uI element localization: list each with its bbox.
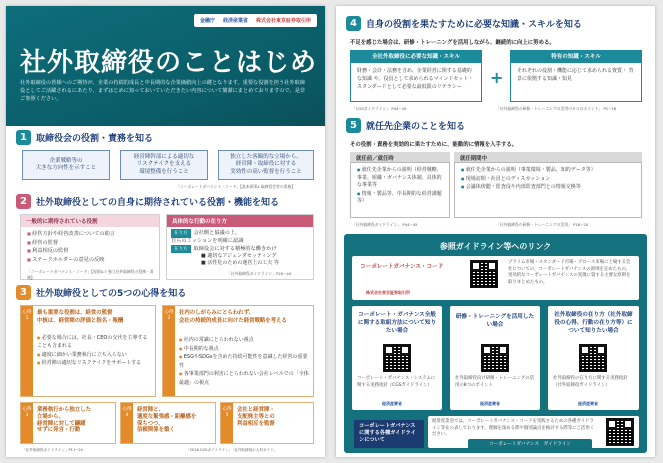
cgc-title[interactable]: コーポレートガバナンス・コード bbox=[360, 264, 444, 270]
logo-fsa: 金融庁 bbox=[199, 18, 215, 24]
box-heading: 一般的に期待されている役割 bbox=[21, 215, 159, 227]
kokoroe-4 bbox=[120, 402, 216, 444]
footer-note-2: 「2018 CGSガイドライン」「社外取締役の人材ガイド」 bbox=[186, 448, 278, 452]
list-item: ■ 経営方針や経営改善についての助言 bbox=[27, 230, 153, 239]
role-card-2: 経営陣幹部による適切な リスクテイクを支える 環境整備を行うこと bbox=[120, 150, 208, 180]
role-card-1: 企業戦略等の 大きな方向性を示すこと bbox=[22, 150, 110, 180]
general-role-box bbox=[20, 214, 160, 280]
role-card-3: 独立した客観的な立場から、 経営陣・取締役に対する 実効性の高い監督を行うこと bbox=[218, 150, 314, 180]
tag: 在り方 bbox=[171, 229, 191, 238]
section-title: 就任先企業のことを知る bbox=[366, 122, 466, 132]
list-item: ■ 活性化のための運営上の工夫 等 bbox=[201, 260, 279, 266]
section-3-header bbox=[16, 285, 186, 300]
general-role-list bbox=[21, 227, 159, 267]
kokoroe-text: 業務執行から独立した 立場から、 経営陣に対して躊躇 せずに発言・行動 bbox=[37, 407, 91, 434]
cgc-org: 株式会社東京証券取引所 bbox=[366, 290, 410, 295]
list-item: ● ESGやSDGsを含めた持続可能性を意識した経営の重要性 bbox=[179, 353, 309, 370]
box-note: 「社外取締役ガイドライン」P20~40 bbox=[227, 271, 292, 276]
section-4-lead: 不足を感じた場合は、研修・トレーニングを活用しながら、継続的に向上に努める。 bbox=[350, 40, 555, 46]
kokoroe-label: 心得 1 bbox=[21, 306, 33, 396]
kokoroe-text: 会社と経営陣・ 支配株主等との 利益相反を監督 bbox=[237, 407, 275, 427]
box-note: 「コーポレートガバナンス・コード」【原則4-7 独立社外取締役の役割・責務】 bbox=[27, 269, 154, 280]
during-term-list bbox=[454, 162, 642, 218]
guidelines-label: コーポレートガバナンスに関する各種ガイドラインについて bbox=[354, 420, 424, 448]
kokoroe-label: 心得 5 bbox=[221, 403, 233, 443]
list-item: ● 就任先企業からの説明（経営戦略、事業、組織・ガバナンス体制、具体的な事業等 bbox=[357, 166, 443, 190]
section-title: 取締役会の役割・責務を知る bbox=[36, 134, 154, 144]
section-1-header bbox=[16, 130, 153, 145]
kokoroe-text: 社内のしがらみにとらわれず、 会社の持続的成長に向けた経営戦略を考える bbox=[179, 310, 287, 324]
section-number: 3 bbox=[16, 285, 31, 300]
outside-director-link-card[interactable] bbox=[548, 306, 639, 410]
list-item: ■ 経営の監督 bbox=[27, 239, 153, 248]
card-title[interactable]: 研修・トレーニングを活用したい場合 bbox=[455, 314, 535, 328]
qr-code-icon[interactable] bbox=[579, 344, 607, 372]
list-item: ● 社内の常識にとらわれない視点 bbox=[179, 336, 309, 345]
meti-label: 経済産業省 bbox=[382, 401, 402, 406]
reference-links-panel bbox=[344, 234, 647, 453]
skill-box-2-body: それぞれの役割・機能に応じて求められる資質・ 背景に依拠する知識・知見 bbox=[510, 62, 642, 102]
section-2-header bbox=[16, 194, 279, 209]
logo-jpx: 株式会社東京証券取引所 bbox=[255, 18, 311, 24]
section-5-header bbox=[346, 118, 465, 133]
list-item: ● 就任先企業からの説明（事業環境・製品、知的データ等） bbox=[461, 166, 635, 175]
section-1-note: 「コーポレートガバナンス・コード」【基本原則4 取締役会等の責務】 bbox=[176, 184, 296, 189]
list-item: ● 各事業部門の利害にとらわれない会社レベルでの「全体最適」の視点 bbox=[179, 370, 309, 387]
action-row-text: 取締役会に対する積極的な働きかけ bbox=[193, 246, 277, 252]
list-item: ● 会議体傍聴・監査役や内部監査部門との情報交換等 bbox=[461, 183, 635, 192]
meti-label: 経済産業省 bbox=[480, 401, 500, 406]
concrete-action-box bbox=[166, 214, 314, 280]
qr-code-icon[interactable] bbox=[470, 260, 498, 288]
section-title: 自身の役割を果たすために必要な知識・スキルを知る bbox=[366, 20, 582, 30]
action-row-1 bbox=[171, 229, 243, 245]
footer-note-1: 「社外取締役ガイドライン」P11~24 bbox=[22, 448, 83, 452]
skill-box-1-body: 財務・会計・法務を含め、企業経営に関する基礎的な知識 や、役員として求められるマインドセット・スタンダードとして必要な最低限のリテラシー bbox=[350, 62, 482, 102]
before-appointment-list bbox=[350, 162, 450, 218]
list-item: ● 適度に細かい業務執行に立ち入らない bbox=[37, 351, 151, 360]
right-page bbox=[336, 6, 655, 457]
card-title[interactable]: コーポレート・ガバナンス全般に関する取組方法について知りたい場合 bbox=[357, 312, 437, 334]
list-item: ■ 利益相反の監督 bbox=[27, 247, 153, 256]
cgc-link-card[interactable] bbox=[352, 256, 639, 300]
skill-box-1-heading: 全社外取締役に必要な知識・スキル bbox=[350, 50, 482, 62]
kokoroe-1 bbox=[20, 305, 156, 397]
kokoroe-list bbox=[179, 336, 309, 388]
qr-code-icon[interactable] bbox=[606, 418, 634, 446]
section-5-note-1: 「社外取締役ガイドライン」 P44~45 bbox=[352, 222, 418, 227]
before-appointment-heading: 就任前／就任時 bbox=[350, 152, 450, 164]
action-row-text: 会社側と協議の上、 自らのミッションを明確に認識 bbox=[171, 230, 244, 244]
guidelines-link-button[interactable]: コーポレートガバナンス ガイドライン bbox=[468, 439, 592, 449]
section-title: 社外取締役としての自身に期待されている役割・機能を知る bbox=[36, 198, 280, 208]
cgs-link-card[interactable] bbox=[352, 306, 442, 410]
page-title: 社外取締役のことはじめ bbox=[20, 48, 318, 78]
qr-code-icon[interactable] bbox=[481, 344, 509, 372]
training-link-card[interactable] bbox=[450, 306, 540, 410]
list-item: ● 現場訪問・社員とのディスカッション bbox=[461, 175, 635, 184]
plus-icon: + bbox=[490, 68, 504, 87]
action-sublist bbox=[201, 253, 279, 267]
kokoroe-text: 最も重要な役割は、経営の監督 中核は、経営陣の評価と指名・報酬 bbox=[37, 310, 124, 324]
section-4-header bbox=[346, 16, 582, 31]
tag: 在り方 bbox=[171, 245, 191, 253]
kokoroe-5 bbox=[220, 402, 314, 444]
cgc-desc: プライム市場・スタンダード市場・グロース市場に上場する会社についての、コーポレートガバナンスの原則を定めたもの。実効的なコーポレートガバナンスの実現に資する主要な原則を取りまとめたもの。 bbox=[508, 260, 631, 285]
skill-box-2-heading: 特有の知識・スキル bbox=[510, 50, 642, 62]
list-item: ● 情報・製品等、中長期的な経営課題等） bbox=[357, 190, 443, 206]
list-item: ● 中長期的な視点 bbox=[179, 345, 309, 354]
card-desc: 社外取締役向け研修・トレーニングの活用の8つのポイント bbox=[455, 376, 534, 388]
list-item: ■ ステークホルダーの意見の反映 bbox=[27, 256, 153, 265]
during-term-heading: 就任期間中 bbox=[454, 152, 642, 164]
card-title[interactable]: 社外取締役の在り方（社外取締役の心得、行動の在り方等）について知りたい場合 bbox=[554, 312, 633, 334]
card-desc: コーポレート・ガバナンス・システムに関する実務指針（CGSガイドライン） bbox=[357, 376, 436, 388]
list-item: ● 必要な場合には、社長・CEOの交代を主導することも含まれる bbox=[37, 334, 151, 351]
qr-code-icon[interactable] bbox=[383, 344, 411, 372]
kokoroe-text: 経営陣と、 適度な緊張感・距離感を 保ちつつ、 信頼関係を築く bbox=[137, 407, 197, 434]
guidelines-link-card[interactable] bbox=[428, 416, 639, 448]
card-desc: 社外取締役の在り方に関する実務指針（社外取締役ガイドライン） bbox=[553, 376, 628, 388]
action-row-2 bbox=[171, 245, 277, 253]
list-item: ● 経営陣の適切なリスクテイクをサポートする bbox=[37, 359, 151, 368]
kokoroe-label: 心得 3 bbox=[21, 403, 33, 443]
links-title: 参照ガイドライン等へのリンク bbox=[439, 242, 552, 251]
logo-meti: 経済産業省 bbox=[222, 18, 248, 24]
kokoroe-2 bbox=[162, 305, 314, 397]
intro-text: 社外取締役の皆様へのご期待が、企業の持続的成長と中長期的な企業価値向上の鍵となります。重要な役割を担う社外取締役としてご活躍されるにあたり、まずはじめに知っておいていただきたい内容について簡潔にまとめておりますので、是非ご参照ください。 bbox=[20, 80, 306, 102]
section-number: 5 bbox=[346, 118, 361, 133]
left-page bbox=[6, 6, 325, 457]
section-4-note-1: 「CGSガイドライン」 P44~45 bbox=[352, 106, 407, 111]
logo-bar bbox=[194, 14, 317, 27]
guidelines-desc: 経済産業省では、コーポレートガバナンス・コードを実践するための各種ガイドライン等を公表しております。理解を深める際や個別論点を検討する際等にご活用ください。 bbox=[432, 419, 595, 437]
meti-label: 経済産業省 bbox=[578, 401, 598, 406]
hero-banner bbox=[6, 6, 325, 126]
kokoroe-label: 心得 4 bbox=[121, 403, 133, 443]
section-number: 1 bbox=[16, 130, 31, 145]
section-5-lead: その役割・責務を実効的に果たすために、能動的に情報を入手する。 bbox=[350, 142, 518, 148]
section-5-note-2: 「社外取締役の研修・トレーニングの活用」 P16~20 bbox=[496, 222, 589, 227]
kokoroe-label: 心得 2 bbox=[163, 306, 175, 396]
section-number: 2 bbox=[16, 194, 31, 209]
section-4-note-2: 「社外取締役の研修・トレーニングの活用の８つのポイント」 P1~16 bbox=[496, 106, 617, 111]
list-item: ■ 適切なアジェンダセッティング bbox=[201, 253, 277, 259]
kokoroe-3 bbox=[20, 402, 116, 444]
box-heading: 具体的な行動の在り方 bbox=[167, 215, 313, 227]
section-number: 4 bbox=[346, 16, 361, 31]
kokoroe-list bbox=[37, 334, 151, 368]
section-title: 社外取締役としての5つの心得を知る bbox=[36, 289, 187, 299]
